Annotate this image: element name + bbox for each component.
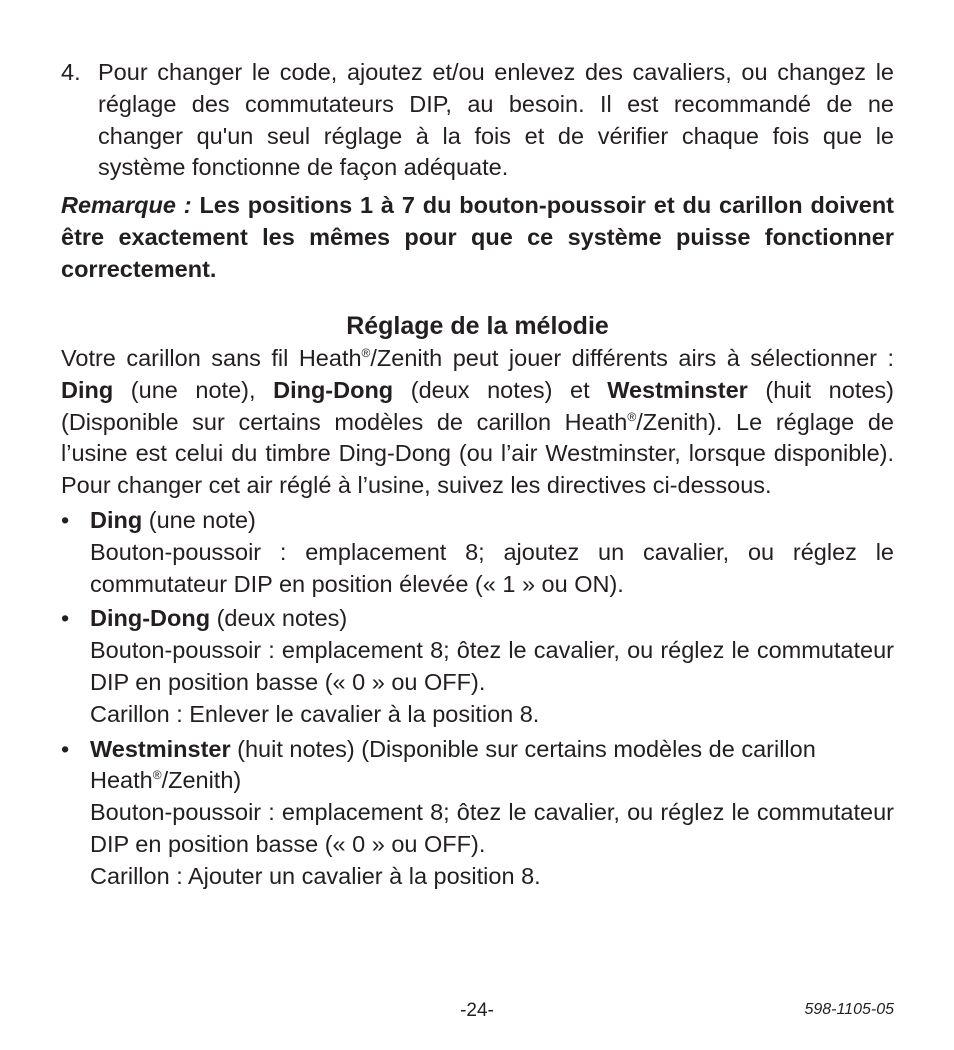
intro-text-3: (une note), bbox=[113, 376, 274, 403]
bullet-desc-2: /Zenith) bbox=[161, 767, 242, 794]
intro-ding-dong: Ding-Dong bbox=[273, 376, 394, 403]
note-paragraph bbox=[61, 190, 894, 285]
intro-westminster: Westminster bbox=[607, 376, 748, 403]
bullet-ding-dong bbox=[61, 603, 894, 730]
bullet-line: Carillon : Ajouter un cavalier à la position 8. bbox=[90, 862, 541, 889]
bullet-line: Bouton-poussoir : emplacement 8; ôtez le cavalier, ou réglez le commutateur DIP en position basse (« 0 » ou OFF). bbox=[90, 799, 894, 858]
bullet-ding bbox=[61, 505, 894, 600]
registered-mark: ® bbox=[361, 346, 371, 361]
bullet-line: Bouton-poussoir : emplacement 8; ajoutez un cavalier, ou réglez le commutateur DIP en position élevée (« 1 » ou ON). bbox=[90, 538, 894, 597]
step-text: Pour changer le code, ajoutez et/ou enlevez des cavaliers, ou changez le réglage des commutateurs DIP, au besoin. Il est recommandé de ne changer qu'un seul réglage à la fois et de vérifier chaque fois que le système fonctionne de façon adéquate. bbox=[98, 59, 894, 181]
bullet-line: Bouton-poussoir : emplacement 8; ôtez le cavalier, ou réglez le commutateur DIP en position basse (« 0 » ou OFF). bbox=[90, 637, 894, 696]
intro-paragraph bbox=[61, 343, 894, 502]
step-number: 4. bbox=[61, 59, 81, 85]
intro-text-5: (huit notes) (Disponible sur certains modèles de carillon Heath bbox=[61, 376, 894, 435]
bullet-title: Ding-Dong bbox=[90, 605, 211, 632]
bullet-desc: (une note) bbox=[142, 507, 256, 534]
page-number: -24- bbox=[460, 1000, 494, 1021]
intro-text-4: (deux notes) et bbox=[393, 376, 608, 403]
bullet-westminster bbox=[61, 734, 894, 893]
intro-text-1: Votre carillon sans fil Heath bbox=[61, 345, 362, 372]
manual-page bbox=[61, 57, 894, 893]
intro-ding: Ding bbox=[61, 376, 114, 403]
bullet-title: Westminster bbox=[90, 735, 231, 762]
intro-text-6: /Zenith). Le réglage de l’usine est celui du timbre Ding-Dong (ou l’air Westminster, lorsque disponible). Pour changer cet air réglé à l’usine, suivez les directives ci-dessous. bbox=[61, 408, 894, 499]
note-label: Remarque : bbox=[61, 192, 192, 219]
bullet-dot: • bbox=[61, 735, 70, 762]
intro-text-2: /Zenith peut jouer différents airs à sélectionner : bbox=[370, 345, 894, 372]
bullet-title: Ding bbox=[90, 507, 143, 534]
registered-mark: ® bbox=[152, 768, 162, 783]
document-code: 598-1105-05 bbox=[804, 1001, 894, 1018]
step-4 bbox=[61, 57, 894, 184]
bullet-dot: • bbox=[61, 507, 70, 534]
bullet-dot: • bbox=[61, 605, 70, 632]
bullet-desc: (huit notes) (Disponible sur certains modèles de carillon Heath bbox=[90, 735, 816, 794]
note-text: Les positions 1 à 7 du bouton-poussoir et du carillon doivent être exactement les mêmes pour que ce système puisse fonctionner correctement. bbox=[61, 192, 895, 282]
registered-mark: ® bbox=[627, 409, 637, 424]
bullet-desc: (deux notes) bbox=[210, 605, 348, 632]
section-title: Réglage de la mélodie bbox=[346, 312, 609, 341]
bullet-line: Carillon : Enlever le cavalier à la position 8. bbox=[90, 700, 540, 727]
